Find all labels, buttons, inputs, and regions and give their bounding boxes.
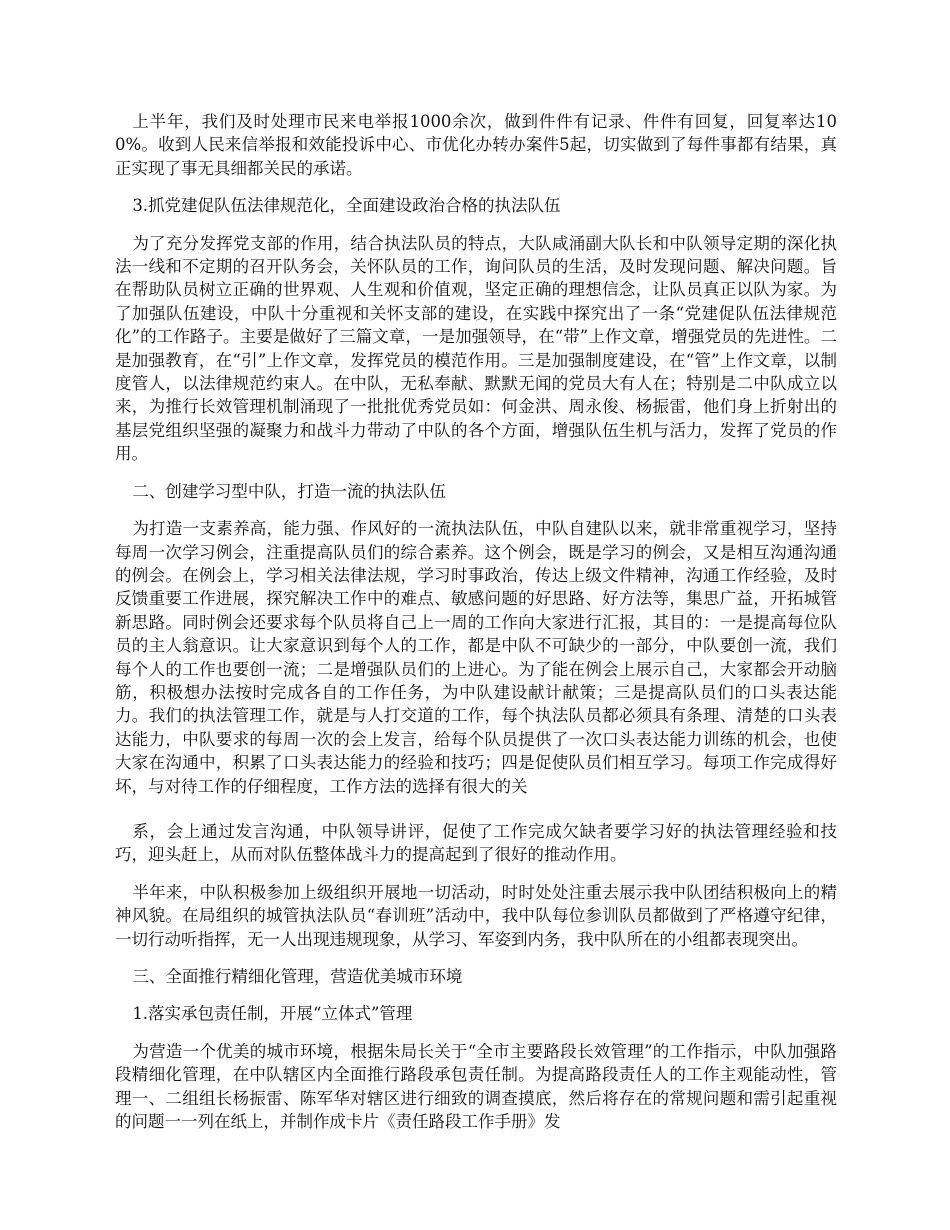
section-heading-learning-team: 二、创建学习型中队，打造一流的执法队伍 (132, 481, 446, 501)
paragraph-party-branch: 为了充分发挥党支部的作用，结合执法队员的特点，大队咸涌副大队长和中队领导定期的深化执法一线和不定期的召开队务会，关怀队员的工作，询问队员的生活，及时发现问题、解决问题。旨在帮助队员树立正确的世界观、人生观和价值观，坚定正确的理想信念，让队员真正以队为家。为了加强队伍建设，中队十分重视和关怀支部的建设，在实践中探究出了一条“党建促队伍法律规范化”的工作路子。主要是做好了三篇文章，一是加强领导，在“带”上作文章，增强党员的先进性。二是加强教育，在“引”上作文章，发挥党员的模范作用。三是加强制度建设，在“管”上作文章，以制度管人，以法律规范约束人。在中队，无私奉献、默默无闻的党员大有人在；特别是二中队成立以来，为推行长效管理机制涌现了一批批优秀党员如：何金洪、周永俊、杨振雷，他们身上折射出的基层党组织坚强的凝聚力和战斗力带动了中队的各个方面，增强队伍生机与活力，发挥了党员的作用。 (115, 233, 837, 464)
document-page (115, 110, 837, 1147)
section-heading-refined-management: 三、全面推行精细化管理，营造优美城市环境 (132, 967, 463, 986)
paragraph-road-responsibility: 为营造一个优美的城市环境，根据朱局长关于“全市主要路段长效管理”的工作指示，中队加强路段精细化管理，在中队辖区内全面推行路段承包责任制。为提高路段责任人的工作主观能动性，管理一、二组组长杨振雷、陈军华对辖区进行细致的调查摸底，然后将存在的常规问题和需引起重视的问题一一列在纸上，并制作成卡片《责任路段工作手册》发 (115, 1041, 837, 1132)
paragraph-weekly-meeting: 为打造一支素养高，能力强、作风好的一流执法队伍，中队自建队以来，就非常重视学习，坚持每周一次学习例会，注重提高队员们的综合素养。这个例会，既是学习的例会，又是相互沟通沟通的例会。在例会上，学习相关法律法规，学习时事政治，传达上级文件精神，沟通工作经验，及时反馈重要工作进展，探究解决工作中的难点、敏感问题的好思路、好方法等，集思广益，开拓城管新思路。同时例会还要求每个队员将自己上一周的工作向大家进行汇报，其目的：一是提高每位队员的主人翁意识。让大家意识到每个人的工作，都是中队不可缺少的一部分，中队要创一流，我们每个人的工作也要创一流；二是增强队员们的上进心。为了能在例会上展示自己，大家都会开动脑筋，积极想办法按时完成各自的工作任务，为中队建设献计献策；三是提高队员们的口头表达能力。我们的执法管理工作，就是与人打交道的工作，每个执法队员都必须具有条理、清楚的口头表达能力，中队要求的每周一次的会上发言，给每个队员提供了一次口头表达能力训练的机会，也使大家在沟通中，积累了口头表达能力的经验和技巧；四是促使队员们相互学习。每项工作完成得好坏，与对待工作的仔细程度，工作方法的选择有很大的关 (115, 519, 837, 796)
subheading-responsibility-system: 1.落实承包责任制，开展“立体式”管理 (132, 1004, 413, 1024)
subheading-party-building: 3.抓党建促队伍法律规范化，全面建设政治合格的执法队伍 (132, 196, 561, 216)
paragraph-complaints-summary: 上半年，我们及时处理市民来电举报1000余次，做到件件有记录、件件有回复，回复率达100%。收到人民来信举报和效能投诉中心、市优化办转办案件5起，切实做到了每件事都有结果，真正实现了事无具细都关民的承诺。 (115, 112, 837, 178)
paragraph-meeting-continued: 系，会上通过发言沟通，中队领导讲评，促使了工作完成欠缺者要学习好的执法管理经验和技巧，迎头赶上，从而对队伍整体战斗力的提高起到了很好的推动作用。 (115, 821, 837, 865)
paragraph-half-year-activities: 半年来，中队积极参加上级组织开展地一切活动，时时处处注重去展示我中队团结积极向上的精神风貌。在局组织的城管执法队员“春训班”活动中，我中队每位参训队员都做到了严格遵守纪律，一切行动听指挥，无一人出现违规现象，从学习、军姿到内务，我中队所在的小组都表现突出。 (115, 882, 837, 949)
